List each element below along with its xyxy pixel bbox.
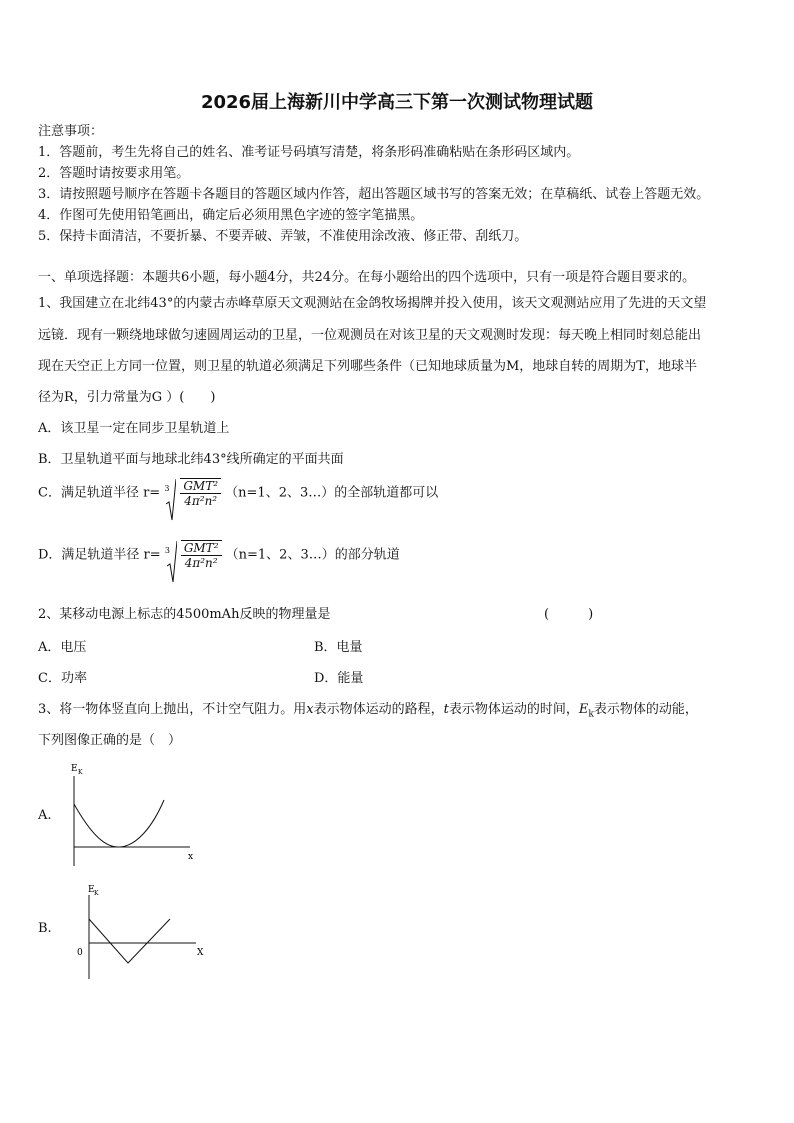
q1-option-d-suffix: （n=1、2、3…）的部分轨道 bbox=[225, 547, 400, 563]
page-title: 2026届上海新川中学高三下第一次测试物理试题 bbox=[200, 92, 594, 113]
q1-option-b: B．卫星轨道平面与地球北纬43°线所确定的平面共面 bbox=[38, 452, 344, 467]
q1-option-d-prefix: D．满足轨道半径 r= bbox=[38, 547, 161, 563]
q3-figure-b-graph bbox=[72, 881, 212, 983]
root-index: 3 bbox=[164, 546, 170, 555]
q3-line-2: 下列图像正确的是（ ） bbox=[38, 733, 182, 748]
formula-denominator: 4π²n² bbox=[184, 494, 218, 508]
radical-sign-icon bbox=[166, 478, 176, 522]
notice-item-4: 4．作图可先使用铅笔画出，确定后必须用黑色字迹的签字笔描黑。 bbox=[38, 208, 424, 223]
q3-figure-a-label: A. bbox=[38, 808, 52, 823]
formula-cube-root bbox=[165, 540, 222, 570]
radical-sign-icon bbox=[164, 540, 177, 584]
q1-option-c-prefix: C．满足轨道半径 r= bbox=[38, 485, 161, 501]
root-index: 3 bbox=[164, 484, 170, 493]
q3-figure-b-label: B. bbox=[38, 921, 52, 936]
notice-item-5: 5．保持卡面清洁，不要折暴、不要弄破、弄皱，不准使用涂改液、修正带、刮纸刀。 bbox=[38, 229, 528, 244]
notice-item-1: 1．答题前，考生先将自己的姓名、准考证号码填写清楚，将条形码准确粘贴在条形码区域内。 bbox=[38, 145, 580, 160]
formula-cube-root bbox=[164, 478, 221, 508]
y-axis-label-sub: K bbox=[94, 890, 99, 897]
q1-option-c-suffix: （n=1、2、3…）的全部轨道都可以 bbox=[225, 485, 439, 501]
y-axis-label: E bbox=[71, 764, 78, 774]
q3-stem-part: 表示物体运动的路程， bbox=[313, 702, 444, 717]
q1-option-d bbox=[38, 540, 400, 570]
section-heading: 一、单项选择题：本题共6小题，每小题4分，共24分。在每小题给出的四个选项中，只有一项是符合题目要求的。 bbox=[38, 270, 696, 285]
q3-symbol-t: t bbox=[443, 702, 449, 717]
q3-stem bbox=[38, 698, 698, 720]
notice-heading: 注意事项： bbox=[38, 124, 104, 139]
q1-line-4: 径为R，引力常量为G ）( ) bbox=[38, 390, 216, 405]
q3-stem-part: 表示物体的动能， bbox=[593, 702, 698, 717]
q1-line-3: 现在天空正上方同一位置，则卫星的轨道必须满足下列哪些条件（已知地球质量为M，地球自转的周期为T，地球半 bbox=[38, 359, 697, 374]
q3-symbol-ek-sub: k bbox=[588, 709, 594, 720]
q2-option-d: D．能量 bbox=[314, 671, 364, 686]
x-axis-label: x bbox=[188, 852, 194, 862]
q2-answer-paren: ( ) bbox=[544, 607, 594, 622]
q2-stem: 2、某移动电源上标志的4500mAh反映的物理量是 bbox=[38, 607, 331, 622]
formula-denominator: 4π²n² bbox=[184, 556, 218, 570]
ek-curve bbox=[89, 919, 170, 963]
q1-option-a: A．该卫星一定在同步卫星轨道上 bbox=[38, 421, 230, 436]
q3-symbol-ek: E bbox=[578, 702, 589, 717]
y-axis-label-sub: K bbox=[78, 769, 83, 776]
q2-option-a: A．电压 bbox=[38, 640, 87, 655]
notice-item-2: 2．答题时请按要求用笔。 bbox=[38, 166, 190, 181]
q3-stem-part: 表示物体运动的时间， bbox=[448, 702, 579, 717]
ek-curve bbox=[74, 800, 164, 847]
q3-stem-part: 3、将一物体竖直向上抛出，不计空气阻力。用 bbox=[38, 702, 307, 717]
q2-option-c: C．功率 bbox=[38, 671, 87, 686]
q3-figure-a-graph bbox=[62, 758, 202, 870]
y-axis-label: E bbox=[88, 885, 95, 895]
formula-numerator: GMT² bbox=[180, 479, 221, 494]
x-axis-label: X bbox=[197, 948, 204, 958]
q1-line-2: 远镜．现有一颗绕地球做匀速圆周运动的卫星，一位观测员在对该卫星的天文观测时发现：每天晚上相同时刻总能出 bbox=[38, 328, 702, 343]
origin-label: 0 bbox=[77, 948, 83, 958]
q3-symbol-x: x bbox=[306, 702, 314, 717]
notice-item-3: 3．请按照题号顺序在答题卡各题目的答题区域内作答，超出答题区域书写的答案无效；在草稿纸、试卷上答题无效。 bbox=[38, 187, 710, 202]
formula-numerator: GMT² bbox=[181, 541, 222, 556]
q2-option-b: B．电量 bbox=[314, 640, 363, 655]
q1-option-c bbox=[38, 478, 438, 508]
q1-line-1: 1、我国建立在北纬43°的内蒙古赤峰草原天文观测站在金鸽牧场揭牌并投入使用，该天文观测站应用了先进的天文望 bbox=[38, 296, 707, 311]
